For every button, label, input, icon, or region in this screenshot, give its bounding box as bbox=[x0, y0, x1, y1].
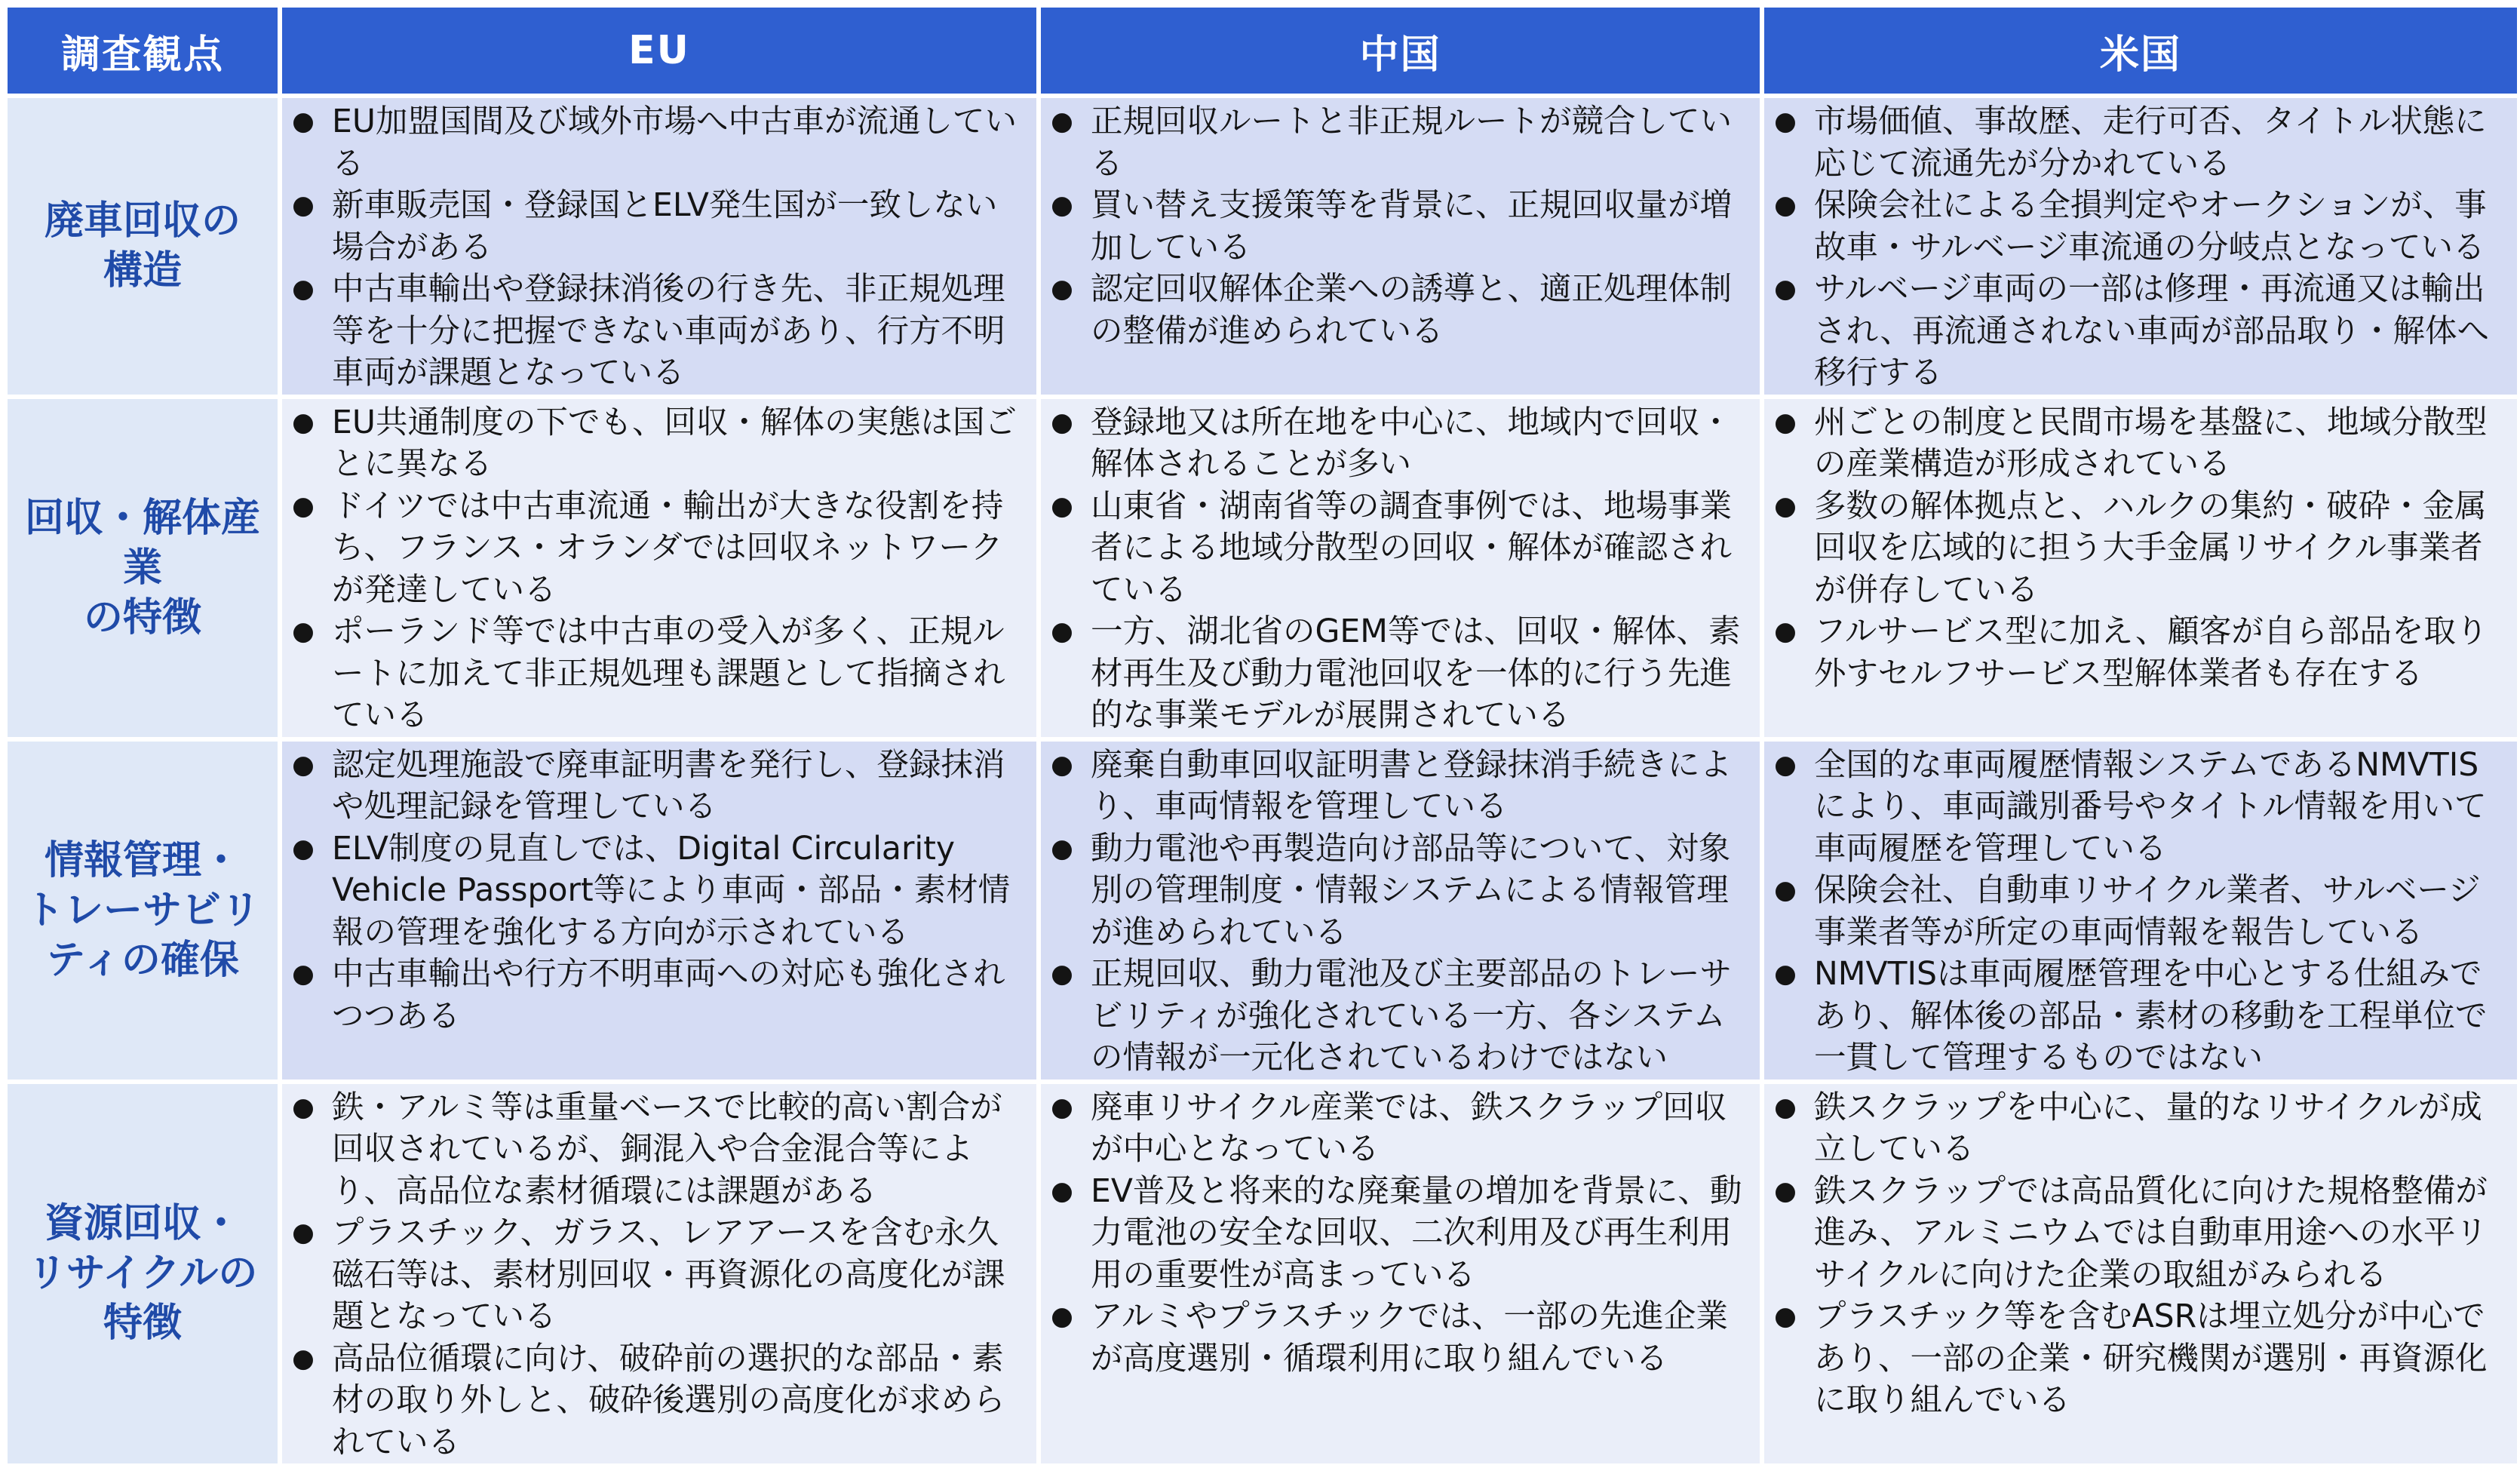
list-item-text: サルベージ車両の一部は修理・再流通又は輸出され、再流通されない車両が部品取り・解体へ移行する bbox=[1814, 271, 2490, 392]
list-item bbox=[1770, 611, 2509, 695]
list-item bbox=[1770, 1171, 2509, 1297]
list-item-text: 多数の解体拠点と、ハルクの集約・破砕・金属回収を広域的に担う大手金属リサイクル事業者が併存している bbox=[1814, 487, 2487, 609]
bullet-list bbox=[288, 745, 1029, 1038]
list-item bbox=[288, 954, 1029, 1037]
bullet-icon: ● bbox=[292, 749, 315, 780]
list-item bbox=[288, 1087, 1029, 1213]
table-row bbox=[8, 1084, 2517, 1464]
cell-us bbox=[1764, 1084, 2517, 1464]
bullet-icon: ● bbox=[1051, 106, 1073, 137]
bullet-list bbox=[288, 402, 1029, 737]
bullet-icon: ● bbox=[1774, 749, 1797, 780]
row-aspect-label bbox=[8, 98, 278, 395]
bullet-icon: ● bbox=[292, 190, 315, 220]
bullet-icon: ● bbox=[1774, 490, 1797, 521]
bullet-icon: ● bbox=[1051, 274, 1073, 304]
bullet-icon: ● bbox=[292, 616, 315, 646]
bullet-icon: ● bbox=[292, 1218, 315, 1248]
list-item-text: 鉄スクラップでは高品質化に向けた規格整備が進み、アルミニウムでは自動車用途への水平リサイクルに向けた企業の取組がみられる bbox=[1814, 1172, 2488, 1294]
list-item bbox=[1770, 269, 2509, 395]
list-item-text: 中古車輸出や登録抹消後の行き先、非正規処理等を十分に把握できない車両があり、行方不明車両が課題となっている bbox=[332, 271, 1005, 392]
list-item bbox=[1047, 1087, 1752, 1171]
list-item-text: 市場価値、事故歴、走行可否、タイトル状態に応じて流通先が分かれている bbox=[1814, 103, 2487, 183]
comparison-table bbox=[3, 3, 2520, 1468]
list-item bbox=[1047, 269, 1752, 352]
list-item-text: 認定回収解体企業への誘導と、適正処理体制の整備が進められている bbox=[1091, 271, 1733, 350]
cell-us bbox=[1764, 399, 2517, 737]
bullet-icon: ● bbox=[1774, 190, 1797, 220]
aspect-label-line: 回収・解体産業 bbox=[24, 495, 260, 591]
list-item-text: 山東省・湖南省等の調査事例では、地場事業者による地域分散型の回収・解体が確認されている bbox=[1091, 487, 1733, 609]
list-item-text: 認定処理施設で廃車証明書を発行し、登録抹消や処理記録を管理している bbox=[332, 746, 1005, 825]
bullet-icon: ● bbox=[292, 1092, 315, 1122]
list-item bbox=[288, 101, 1029, 185]
list-item bbox=[288, 745, 1029, 828]
list-item bbox=[288, 1338, 1029, 1464]
list-item-text: ELV制度の見直しでは、Digital Circularity Vehicle Passport等により車両・部品・素材情報の管理を強化する方向が示されている bbox=[332, 830, 1011, 951]
bullet-icon: ● bbox=[1774, 1092, 1797, 1122]
list-item-text: 廃棄自動車回収証明書と登録抹消手続きにより、車両情報を管理している bbox=[1091, 746, 1733, 825]
header-row bbox=[8, 8, 2517, 94]
header-china: 中国 bbox=[1041, 8, 1760, 94]
bullet-icon: ● bbox=[292, 959, 315, 989]
cell-china bbox=[1041, 98, 1760, 395]
list-item-text: EU共通制度の下でも、回収・解体の実態は国ごとに異なる bbox=[332, 404, 1017, 483]
list-item bbox=[1770, 1296, 2509, 1422]
bullet-icon: ● bbox=[1051, 749, 1073, 780]
list-item bbox=[1770, 101, 2509, 185]
row-aspect-label bbox=[8, 742, 278, 1080]
list-item bbox=[1047, 828, 1752, 954]
list-item-text: 廃車リサイクル産業では、鉄スクラップ回収が中心となっている bbox=[1091, 1089, 1727, 1168]
list-item-text: 全国的な車両履歴情報システムであるNMVTISにより、車両識別番号やタイトル情報を用いて車両履歴を管理している bbox=[1814, 746, 2487, 868]
bullet-list bbox=[1770, 402, 2509, 696]
list-item-text: 鉄・アルミ等は重量ベースで比較的高い割合が回収されているが、銅混入や合金混合等により、高品位な素材循環には課題がある bbox=[332, 1089, 1002, 1210]
list-item bbox=[1770, 745, 2509, 871]
bullet-list bbox=[1770, 101, 2509, 395]
aspect-label-line: トレーサビリ bbox=[24, 887, 260, 933]
aspect-label-line: 構造 bbox=[103, 248, 182, 294]
cell-china bbox=[1041, 399, 1760, 737]
bullet-icon: ● bbox=[1774, 1175, 1797, 1206]
list-item-text: 高品位循環に向け、破砕前の選択的な部品・素材の取り外しと、破砕後選別の高度化が求められている bbox=[332, 1340, 1005, 1461]
list-item bbox=[288, 185, 1029, 269]
bullet-list bbox=[288, 1087, 1029, 1464]
list-item-text: NMVTISは車両履歴管理を中心とする仕組みであり、解体後の部品・素材の移動を工程単位で一貫して管理するものではない bbox=[1814, 956, 2488, 1076]
bullet-icon: ● bbox=[1774, 616, 1797, 646]
list-item bbox=[1047, 402, 1752, 486]
list-item-text: ポーランド等では中古車の受入が多く、正規ルートに加えて非正規処理も課題として指摘されている bbox=[332, 613, 1005, 734]
bullet-list bbox=[1047, 402, 1752, 737]
bullet-icon: ● bbox=[1051, 1175, 1073, 1206]
header-us: 米国 bbox=[1764, 8, 2517, 94]
list-item-text: フルサービス型に加え、顧客が自ら部品を取り外すセルフサービス型解体業者も存在する bbox=[1814, 613, 2488, 693]
table-row bbox=[8, 399, 2517, 737]
aspect-label-line: ティの確保 bbox=[46, 937, 239, 983]
bullet-icon: ● bbox=[292, 274, 315, 304]
list-item bbox=[1047, 1296, 1752, 1380]
header-aspect: 調査観点 bbox=[8, 8, 278, 94]
list-item bbox=[1047, 486, 1752, 612]
bullet-icon: ● bbox=[1774, 407, 1797, 438]
list-item bbox=[288, 269, 1029, 395]
list-item bbox=[1047, 954, 1752, 1080]
cell-eu bbox=[282, 98, 1036, 395]
bullet-icon: ● bbox=[1774, 1301, 1797, 1331]
bullet-icon: ● bbox=[1774, 106, 1797, 137]
header-eu: EU bbox=[282, 8, 1036, 94]
aspect-label-line: 情報管理・ bbox=[44, 837, 241, 883]
bullet-icon: ● bbox=[1774, 875, 1797, 905]
table-row bbox=[8, 742, 2517, 1080]
bullet-icon: ● bbox=[292, 407, 315, 438]
aspect-label-line: リサイクルの bbox=[27, 1251, 258, 1297]
list-item bbox=[1047, 101, 1752, 185]
bullet-icon: ● bbox=[292, 833, 315, 864]
bullet-icon: ● bbox=[1051, 407, 1073, 438]
cell-eu bbox=[282, 399, 1036, 737]
bullet-list bbox=[1770, 745, 2509, 1080]
bullet-icon: ● bbox=[292, 106, 315, 137]
bullet-icon: ● bbox=[292, 1343, 315, 1374]
list-item-text: プラスチック等を含むASRは埋立処分が中心であり、一部の企業・研究機関が選別・再資源化に取り組んでいる bbox=[1814, 1298, 2488, 1419]
bullet-icon: ● bbox=[1051, 959, 1073, 989]
table-row bbox=[8, 98, 2517, 395]
list-item-text: 買い替え支援策等を背景に、正規回収量が増加している bbox=[1091, 187, 1733, 266]
list-item bbox=[1047, 745, 1752, 828]
list-item-text: アルミやプラスチックでは、一部の先進企業が高度選別・循環利用に取り組んでいる bbox=[1091, 1298, 1728, 1377]
list-item bbox=[1770, 402, 2509, 486]
bullet-icon: ● bbox=[1774, 959, 1797, 989]
aspect-label-line: 特徴 bbox=[103, 1301, 182, 1347]
list-item-text: EV普及と将来的な廃棄量の増加を背景に、動力電池の安全な回収、二次利用及び再生利用用の重要性が高まっている bbox=[1091, 1172, 1742, 1294]
cell-china bbox=[1041, 1084, 1760, 1464]
bullet-icon: ● bbox=[1051, 190, 1073, 220]
list-item-text: 登録地又は所在地を中心に、地域内で回収・解体されることが多い bbox=[1091, 404, 1733, 483]
bullet-icon: ● bbox=[1051, 616, 1073, 646]
list-item bbox=[1770, 870, 2509, 954]
list-item bbox=[1047, 611, 1752, 737]
list-item-text: EU加盟国間及び域外市場へ中古車が流通している bbox=[332, 103, 1017, 183]
cell-us bbox=[1764, 98, 2517, 395]
list-item bbox=[1047, 1171, 1752, 1297]
aspect-label-line: の特徴 bbox=[83, 594, 201, 640]
bullet-list bbox=[1047, 1087, 1752, 1380]
bullet-list bbox=[1047, 745, 1752, 1080]
list-item-text: 正規回収ルートと非正規ルートが競合している bbox=[1091, 103, 1733, 183]
list-item bbox=[288, 828, 1029, 954]
list-item-text: 中古車輸出や行方不明車両への対応も強化されつつある bbox=[332, 956, 1005, 1035]
aspect-label-line: 廃車回収の bbox=[44, 198, 241, 244]
list-item bbox=[1047, 185, 1752, 269]
list-item-text: 動力電池や再製造向け部品等について、対象別の管理制度・情報システムによる情報管理が進められている bbox=[1091, 830, 1731, 951]
bullet-list bbox=[1770, 1087, 2509, 1422]
bullet-icon: ● bbox=[1774, 274, 1797, 304]
bullet-list bbox=[288, 101, 1029, 395]
list-item-text: 新車販売国・登録国とELV発生国が一致しない場合がある bbox=[332, 187, 998, 266]
aspect-label-line: 資源回収・ bbox=[44, 1201, 241, 1247]
bullet-icon: ● bbox=[1051, 490, 1073, 521]
list-item-text: ドイツでは中古車流通・輸出が大きな役割を持ち、フランス・オランダでは回収ネットワークが発達している bbox=[332, 487, 1004, 609]
list-item bbox=[288, 1212, 1029, 1338]
list-item bbox=[1770, 185, 2509, 269]
cell-us bbox=[1764, 742, 2517, 1080]
list-item-text: プラスチック、ガラス、レアアースを含む永久磁石等は、素材別回収・再資源化の高度化が課題となっている bbox=[332, 1215, 1005, 1335]
list-item bbox=[288, 486, 1029, 612]
bullet-icon: ● bbox=[292, 490, 315, 521]
bullet-icon: ● bbox=[1051, 833, 1073, 864]
list-item-text: 鉄スクラップを中心に、量的なリサイクルが成立している bbox=[1814, 1089, 2482, 1168]
list-item bbox=[288, 402, 1029, 486]
list-item-text: 一方、湖北省のGEM等では、回収・解体、素材再生及び動力電池回収を一体的に行う先進的な事業モデルが展開されている bbox=[1091, 613, 1741, 734]
cell-eu bbox=[282, 742, 1036, 1080]
list-item-text: 正規回収、動力電池及び主要部品のトレーサビリティが強化されている一方、各システムの情報が一元化されているわけではない bbox=[1091, 956, 1733, 1076]
list-item bbox=[1770, 1087, 2509, 1171]
bullet-icon: ● bbox=[1051, 1301, 1073, 1331]
row-aspect-label bbox=[8, 399, 278, 737]
bullet-list bbox=[1047, 101, 1752, 352]
list-item-text: 保険会社による全損判定やオークションが、事故車・サルベージ車流通の分岐点となっている bbox=[1814, 187, 2487, 266]
cell-eu bbox=[282, 1084, 1036, 1464]
cell-china bbox=[1041, 742, 1760, 1080]
list-item bbox=[1770, 486, 2509, 612]
list-item-text: 州ごとの制度と民間市場を基盤に、地域分散型の産業構造が形成されている bbox=[1814, 404, 2488, 483]
row-aspect-label bbox=[8, 1084, 278, 1464]
list-item bbox=[288, 611, 1029, 737]
bullet-icon: ● bbox=[1051, 1092, 1073, 1122]
list-item-text: 保険会社、自動車リサイクル業者、サルベージ事業者等が所定の車両情報を報告している bbox=[1814, 872, 2481, 951]
list-item bbox=[1770, 954, 2509, 1080]
